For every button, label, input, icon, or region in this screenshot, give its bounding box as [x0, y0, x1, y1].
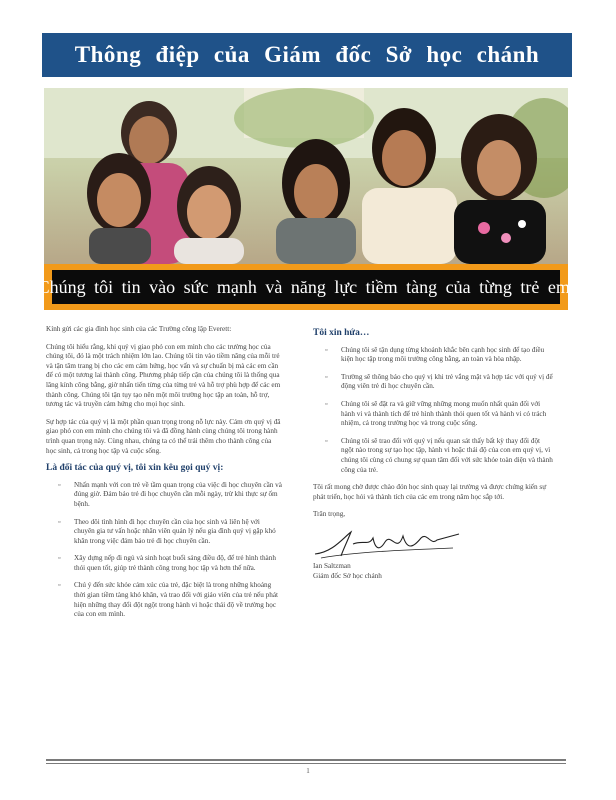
- list-item-text: Chúng tôi sẽ đặt ra và giữ vững những mong muốn nhất quán đối với hành vi và thành tích để trẻ hình thành thói quen tốt và hành vi có trách nhiệm, cả trong trường học và trong cuộc sống.: [341, 399, 547, 428]
- list-item: [313, 346, 553, 365]
- page-title: Thông điệp của Giám đốc Sở học chánh: [42, 33, 572, 77]
- bullet-icon: ▫: [325, 345, 328, 354]
- list-item-text: Trường sẽ thông báo cho quý vị khi trẻ vắng mặt và hợp tác với quý vị để động viên trẻ đi học chuyên cần.: [341, 372, 553, 391]
- signer-name: Ian Saltzman: [313, 561, 351, 570]
- promise-list: [313, 346, 553, 476]
- children-photo-illustration: [44, 88, 568, 264]
- bullet-icon: ▫: [58, 517, 61, 526]
- intro-paragraph: Chúng tôi hiểu rằng, khi quý vị giao phó con em mình cho các trường học của chúng tôi, đó là một trách nhiệm lớn lao. Chúng tôi tin vào tiềm năng của mỗi trẻ và tận tâm trang bị cho các em cảm hứng, học vấn và sự chuẩn bị mà các em cần để có một tương lai thành công. Phương pháp tiếp cận của chúng tôi là thống qua lăng kính công bằng, giờ nhấn tiến từng của từng trẻ và hỗ trợ phù hợp để các em thành công. Chúng tôi tận tụy tạo nên một môi trường học tập an toàn, hỗ trợ, tương tác và truyền cảm hứng cho mọi học sinh.: [46, 342, 281, 409]
- bullet-icon: ▫: [325, 436, 328, 445]
- intro-paragraph: Sự hợp tác của quý vị là một phần quan trọng trong nỗ lực này. Cảm ơn quý vị đã giao phó con em mình cho chúng tôi và đã đồng hành cùng chúng tôi trong hành trình quan trọng này. Cùng nhau, chúng ta có thể trải thêm cho thành công của học sinh, cả trong học tập và cuộc sống.: [46, 417, 281, 455]
- list-item: [46, 554, 282, 573]
- footer-divider: [46, 759, 566, 761]
- partner-list: [46, 481, 282, 620]
- signer-title: Giám đốc Sở học chánh: [313, 571, 382, 580]
- list-item-text: Nhấn mạnh với con trẻ về tầm quan trọng của việc đi học chuyên cần và đúng giờ. Đảm bảo trẻ đi học chuyên cần mỗi ngày, trừ khi thực sự ốm bệnh.: [74, 480, 282, 508]
- list-item: [46, 481, 282, 510]
- closing-paragraph: Tôi rất mong chờ được chào đón học sinh quay lại trường và được chứng kiến sự phát triển, học hỏi và thành tích của các em trong năm học sắp tới.: [313, 483, 547, 501]
- list-item-text: Chúng tôi sẽ tận dụng từng khoảnh khắc bên cạnh học sinh để tạo điều kiện học tập trong môi trường công bằng, an toàn và hòa nhập.: [341, 345, 545, 364]
- list-item: [313, 373, 553, 392]
- bullet-icon: ▫: [58, 480, 61, 489]
- list-item-text: Chúng tôi sẽ trao đổi với quý vị nếu quan sát thấy bất kỳ thay đổi đột ngột nào trong sự tạo học tập, hành vi hoặc thái độ của con em quý vị, vì chúng tôi cùng có chung sự quan tâm đối với sức khỏe toàn diện và thành công của trẻ.: [341, 436, 553, 474]
- bullet-icon: ▫: [58, 554, 61, 563]
- promise-heading: Tôi xin hứa…: [313, 328, 370, 338]
- footer-divider: [46, 763, 566, 764]
- banner-photo: [44, 88, 568, 264]
- tagline-banner: [37, 264, 575, 310]
- list-item: [46, 581, 282, 619]
- list-item-text: Chú ý đến sức khỏe cảm xúc của trẻ, đặc biệt là trong những khoảng thời gian tiềm tàng khó khăn, và trao đổi với giáo viên của trẻ nếu phát hiện những thay đổi đột ngột trong hành vi hoặc thái độ về trường học của con em mình.: [74, 581, 279, 619]
- list-item-text: Xây dựng nếp đi ngủ và sinh hoạt buổi sáng điều độ, để trẻ hình thành thói quen tốt, giúp trẻ thành công trong học tập và hơn thế nữa.: [74, 554, 276, 572]
- list-item-text: Theo dõi tình hình đi học chuyên cần của học sinh và liên hệ với chuyên gia tư vấn hoặc nhân viên quản lý nếu gia đình quý vị gặp khó khăn trong việc đảm bảo trẻ đi học chuyên cần.: [74, 517, 276, 545]
- page-number: 1: [306, 767, 310, 775]
- letter-left-column: [46, 325, 282, 628]
- signature: [313, 528, 553, 560]
- bullet-icon: ▫: [325, 399, 328, 408]
- salutation: Kính gửi các gia đình học sinh của các Trường công lập Everett:: [46, 325, 232, 333]
- list-item: [313, 400, 553, 429]
- list-item: [313, 437, 553, 475]
- tagline-text: Chúng tôi tin vào sức mạnh và năng lực tiềm tàng của từng trẻ em.: [52, 270, 560, 304]
- partner-heading: Là đối tác của quý vị, tôi xin kêu gọi quý vị:: [46, 463, 224, 474]
- valediction: Trân trọng,: [313, 510, 346, 519]
- list-item: [46, 518, 282, 547]
- bullet-icon: ▫: [58, 581, 61, 590]
- letter-right-column: [313, 325, 553, 581]
- bullet-icon: ▫: [325, 372, 328, 381]
